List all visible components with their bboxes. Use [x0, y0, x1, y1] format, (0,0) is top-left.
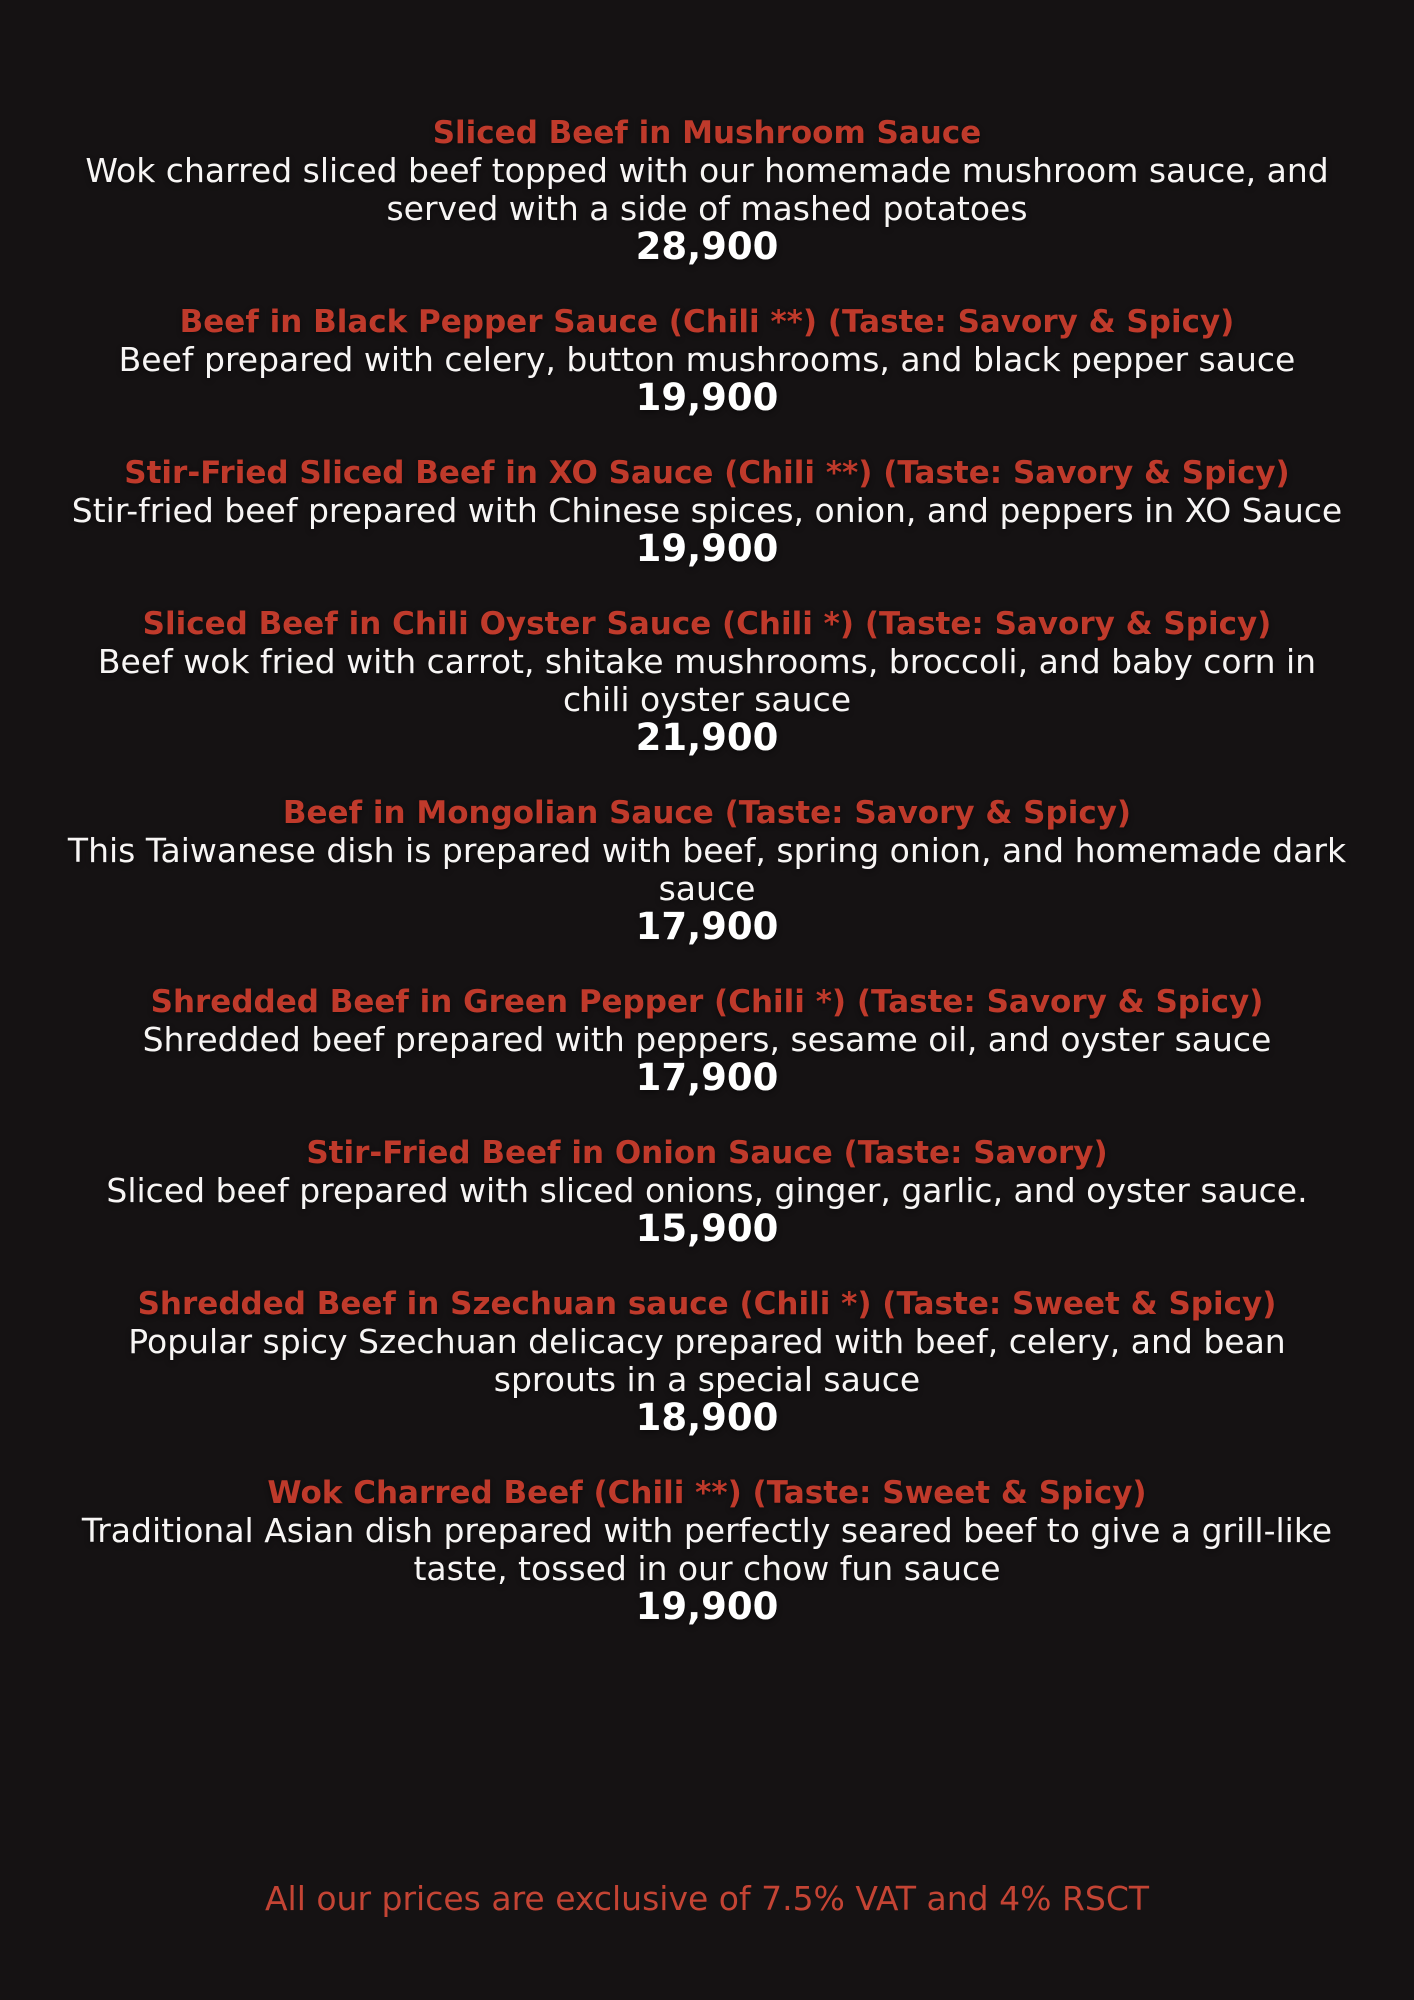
item-description-line: Stir-fried beef prepared with Chinese spices, onion, and peppers in XO Sauce	[71, 491, 1343, 530]
item-title: Wok Charred Beef (Chili **) (Taste: Sweet & Spicy)	[267, 1475, 1147, 1511]
item-description-line: chili oyster sauce	[562, 680, 852, 719]
menu-item	[0, 114, 1414, 266]
item-title: Stir-Fried Sliced Beef in XO Sauce (Chili **) (Taste: Savory & Spicy)	[124, 455, 1290, 491]
item-title: Shredded Beef in Szechuan sauce (Chili *) (Taste: Sweet & Spicy)	[137, 1286, 1277, 1322]
item-price: 21,900	[635, 716, 779, 759]
item-description-line: taste, tossed in our chow fun sauce	[413, 1549, 1001, 1588]
item-description-line: Beef prepared with celery, button mushrooms, and black pepper sauce	[118, 340, 1296, 379]
item-description-line: Beef wok fried with carrot, shitake mushrooms, broccoli, and baby corn in	[97, 642, 1317, 681]
item-description-line: served with a side of mashed potatoes	[386, 189, 1028, 228]
item-price: 19,900	[635, 1585, 779, 1628]
menu-item	[0, 303, 1414, 417]
item-title: Shredded Beef in Green Pepper (Chili *) (Taste: Savory & Spicy)	[150, 984, 1264, 1020]
item-description-line: Traditional Asian dish prepared with perfectly seared beef to give a grill-like	[81, 1511, 1333, 1550]
item-description-line: sauce	[658, 869, 756, 908]
vat-disclaimer: All our prices are exclusive of 7.5% VAT and 4% RSCT	[264, 1879, 1150, 1918]
item-price: 17,900	[635, 905, 779, 948]
item-price: 15,900	[635, 1207, 779, 1250]
menu-item	[0, 1285, 1414, 1437]
menu-item	[0, 454, 1414, 568]
item-title: Sliced Beef in Mushroom Sauce	[432, 115, 982, 151]
item-title: Beef in Mongolian Sauce (Taste: Savory & Spicy)	[282, 795, 1132, 831]
item-price: 19,900	[635, 376, 779, 419]
item-title: Beef in Black Pepper Sauce (Chili **) (Taste: Savory & Spicy)	[179, 304, 1235, 340]
item-description-line: Shredded beef prepared with peppers, sesame oil, and oyster sauce	[142, 1020, 1272, 1059]
menu-item	[0, 1134, 1414, 1248]
item-price: 18,900	[635, 1396, 779, 1439]
item-description-line: Sliced beef prepared with sliced onions, ginger, garlic, and oyster sauce.	[106, 1171, 1308, 1210]
menu-item	[0, 605, 1414, 757]
menu-item	[0, 983, 1414, 1097]
item-description-line: Wok charred sliced beef topped with our homemade mushroom sauce, and	[85, 151, 1329, 190]
item-price: 17,900	[635, 1056, 779, 1099]
menu-item	[0, 794, 1414, 946]
item-price: 19,900	[635, 527, 779, 570]
item-description-line: sprouts in a special sauce	[493, 1360, 921, 1399]
item-description-line: This Taiwanese dish is prepared with beef, spring onion, and homemade dark	[67, 831, 1347, 870]
item-description-line: Popular spicy Szechuan delicacy prepared with beef, celery, and bean	[128, 1322, 1286, 1361]
item-title: Stir-Fried Beef in Onion Sauce (Taste: Savory)	[306, 1135, 1108, 1171]
menu-item	[0, 1474, 1414, 1626]
item-price: 28,900	[635, 225, 779, 268]
item-title: Sliced Beef in Chili Oyster Sauce (Chili *) (Taste: Savory & Spicy)	[142, 606, 1272, 642]
